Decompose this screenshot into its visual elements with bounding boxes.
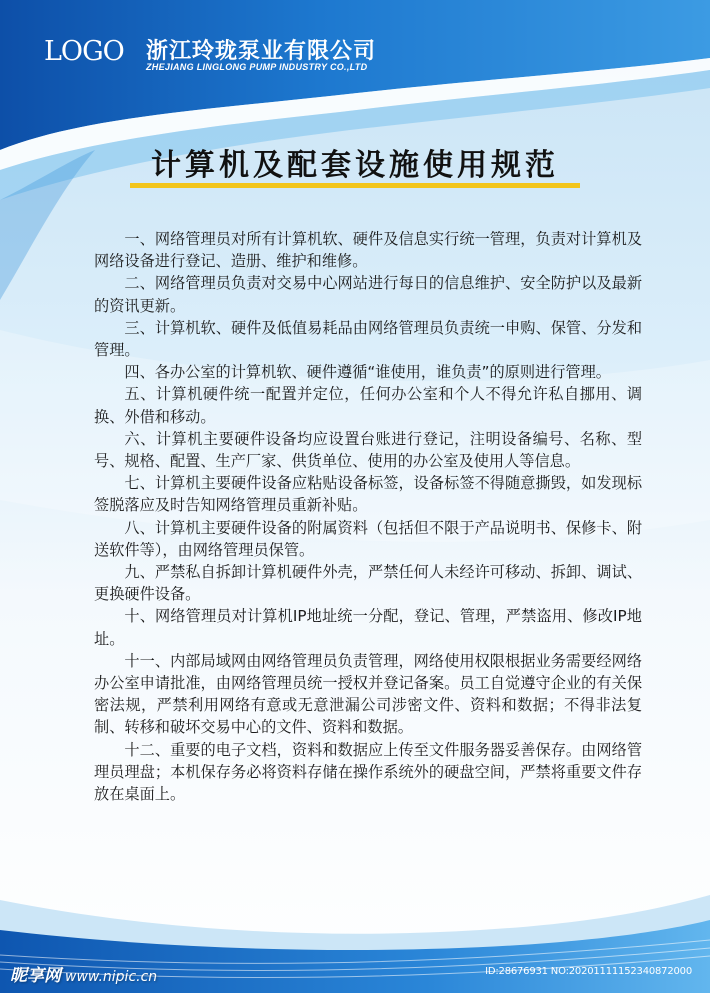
rule-item: 六、计算机主要硬件设备均应设置台账进行登记，注明设备编号、名称、型号、规格、配置、生产厂家、供货单位、使用的办公室及使用人等信息。 <box>94 429 642 471</box>
company-name-cn: 浙江玲珑泵业有限公司 <box>146 38 377 64</box>
rule-item: 四、各办公室的计算机软、硬件遵循“谁使用，谁负责”的原则进行管理。 <box>124 363 611 382</box>
rule-item: 十一、内部局域网由网络管理员负责管理，网络使用权限根据业务需要经网络办公室申请批准，由网络管理员统一授权并登记备案。员工自觉遵守企业的有关保密法规，严禁利用网络有意或无意泄漏公司涉密文件、资料和数据；不得非法复制、转移和破坏交易中心的文件、资料和数据。 <box>94 651 642 737</box>
rule-item: 十二、重要的电子文档，资料和数据应上传至文件服务器妥善保存。由网络管理员理盘；本机保存务必将资料存储在操作系统外的硬盘空间，严禁将重要文件存放在桌面上。 <box>94 740 642 804</box>
page-title: 计算机及配套设施使用规范 <box>151 148 559 183</box>
rule-item: 八、计算机主要硬件设备的附属资料（包括但不限于产品说明书、保修卡、附送软件等），由网络管理员保管。 <box>94 518 642 559</box>
rule-item: 五、计算机硬件统一配置并定位，任何办公室和个人不得允许私自挪用、调换、外借和移动。 <box>94 385 642 426</box>
image-id-text: ID:28676931 NO:20201111152340872000 <box>485 966 692 977</box>
rules-list <box>94 228 642 805</box>
watermark-name: 昵享网 <box>10 966 61 986</box>
rule-item: 二、网络管理员负责对交易中心网站进行每日的信息维护、安全防护以及最新的资讯更新。 <box>94 274 642 315</box>
company-name-en: ZHEJIANG LINGLONG PUMP INDUSTRY CO.,LTD <box>146 62 368 72</box>
title-underline <box>130 183 580 188</box>
rule-item: 十、网络管理员对计算机IP地址统一分配，登记、管理，严禁盗用、修改IP地址。 <box>94 607 642 648</box>
rule-item: 七、计算机主要硬件设备应粘贴设备标签，设备标签不得随意撕毁，如发现标签脱落应及时告知网络管理员重新补贴。 <box>94 474 642 515</box>
site-watermark <box>10 961 157 986</box>
rule-item: 三、计算机软、硬件及低值易耗品由网络管理员负责统一申购、保管、分发和管理。 <box>94 318 642 360</box>
watermark-url: www.nipic.cn <box>65 969 158 985</box>
logo-text: LOGO <box>44 36 124 67</box>
rule-item: 一、网络管理员对所有计算机软、硬件及信息实行统一管理，负责对计算机及网络设备进行登记、造册、维护和维修。 <box>94 230 642 271</box>
rule-item: 九、严禁私自拆卸计算机硬件外壳，严禁任何人未经许可移动、拆卸、调试、更换硬件设备。 <box>94 563 642 604</box>
